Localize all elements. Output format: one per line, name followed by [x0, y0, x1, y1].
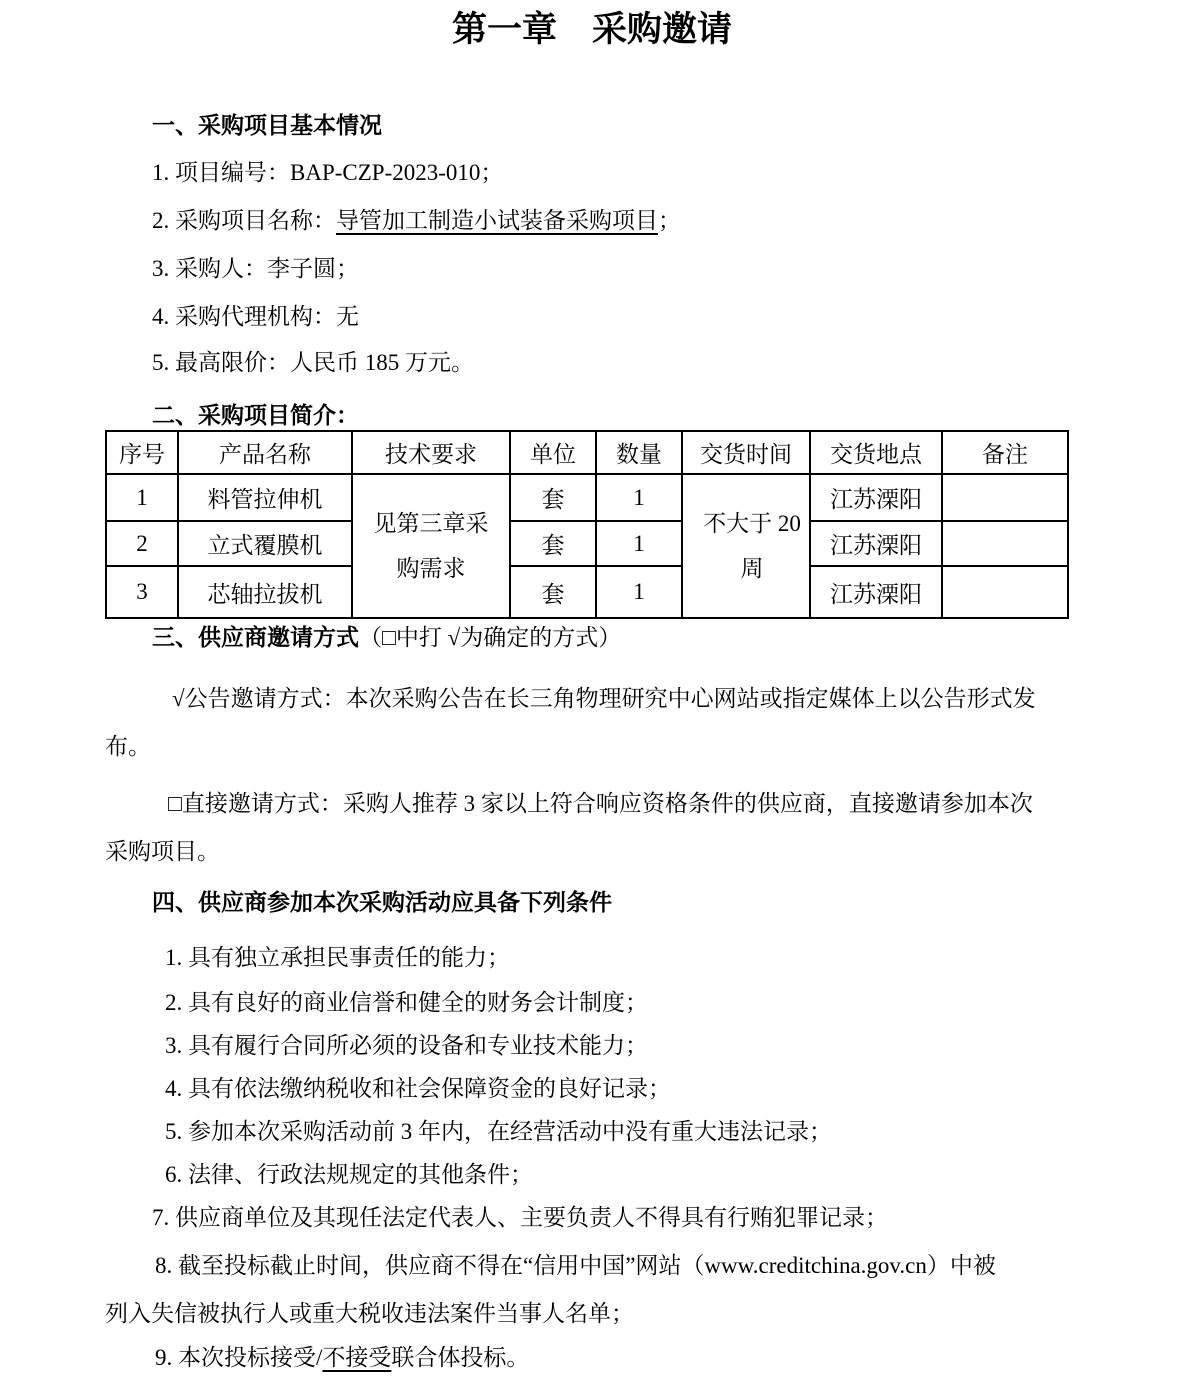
cell-qty: 1 — [596, 474, 682, 521]
header-product: 产品名称 — [178, 431, 352, 474]
products-table — [105, 430, 1069, 619]
cell-delivery-time — [682, 474, 810, 618]
condition-6: 6. 法律、行政法规规定的其他条件； — [165, 1162, 533, 1187]
condition-8-line1: 8. 截至投标截止时间，供应商不得在“信用中国”网站（www.creditchina.gov.cn）中被 — [155, 1253, 996, 1278]
condition-3: 3. 具有履行合同所必须的设备和专业技术能力； — [165, 1033, 648, 1058]
section3-heading-paren: （□中打 √为确定的方式） — [359, 625, 622, 650]
project-number-line: 1. 项目编号：BAP-CZP-2023-010； — [152, 160, 504, 185]
table-row — [106, 474, 1068, 521]
project-name-value: 导管加工制造小试装备采购项目 — [336, 208, 658, 233]
public-invitation-line1: √公告邀请方式：本次采购公告在长三角物理研究中心网站或指定媒体上以公告形式发 — [172, 686, 1036, 711]
cell-place: 江苏溧阳 — [810, 521, 942, 566]
table-row — [106, 566, 1068, 618]
condition-9 — [155, 1343, 529, 1373]
section1-heading: 一、采购项目基本情况 — [152, 112, 382, 138]
cell-note — [942, 474, 1068, 521]
cell-qty: 1 — [596, 521, 682, 566]
document-title: 第一章 采购邀请 — [451, 10, 732, 49]
condition-7: 7. 供应商单位及其现任法定代表人、主要负责人不得具有行贿犯罪记录； — [152, 1205, 888, 1230]
cell-unit: 套 — [510, 474, 596, 521]
condition-2: 2. 具有良好的商业信誉和健全的财务会计制度； — [165, 990, 648, 1015]
table-header-row — [106, 431, 1068, 474]
direct-invitation-line1: □直接邀请方式：采购人推荐 3 家以上符合响应资格条件的供应商，直接邀请参加本次 — [168, 791, 1033, 816]
header-qty: 数量 — [596, 431, 682, 474]
delivery-time-line2: 周 — [740, 556, 764, 581]
project-name-line — [152, 206, 681, 236]
cell-no: 3 — [106, 566, 178, 618]
condition-8-line2: 列入失信被执行人或重大税收违法案件当事人名单； — [105, 1301, 634, 1326]
cell-place: 江苏溧阳 — [810, 566, 942, 618]
header-no: 序号 — [106, 431, 178, 474]
section4-heading: 四、供应商参加本次采购活动应具备下列条件 — [152, 889, 612, 915]
cell-unit: 套 — [510, 521, 596, 566]
condition-9-suffix: 联合体投标。 — [391, 1345, 530, 1370]
cell-product: 料管拉伸机 — [178, 474, 352, 521]
header-note: 备注 — [942, 431, 1068, 474]
header-delivery-time: 交货时间 — [682, 431, 810, 474]
condition-5: 5. 参加本次采购活动前 3 年内，在经营活动中没有重大违法记录； — [165, 1119, 832, 1144]
cell-unit: 套 — [510, 566, 596, 618]
project-name-label: 2. 采购项目名称： — [152, 208, 336, 233]
condition-9-not-accept: 不接受 — [322, 1345, 392, 1370]
section3-heading-bold: 三、供应商邀请方式 — [152, 624, 359, 650]
cell-no: 2 — [106, 521, 178, 566]
public-invitation-line2: 布。 — [105, 734, 151, 759]
purchaser-line: 3. 采购人：李子圆； — [152, 256, 359, 281]
project-name-suffix: ； — [658, 208, 681, 233]
cell-note — [942, 566, 1068, 618]
tech-requirement-line2: 购需求 — [396, 556, 466, 581]
cell-tech-requirement — [352, 474, 510, 618]
delivery-time-line1: 不大于 20 — [703, 511, 801, 536]
cell-no: 1 — [106, 474, 178, 521]
direct-invitation-line2: 采购项目。 — [105, 839, 220, 864]
section2-heading: 二、采购项目简介： — [152, 402, 359, 428]
max-price-line: 5. 最高限价：人民币 185 万元。 — [152, 350, 474, 375]
cell-place: 江苏溧阳 — [810, 474, 942, 521]
condition-4: 4. 具有依法缴纳税收和社会保障资金的良好记录； — [165, 1076, 671, 1101]
cell-product: 立式覆膜机 — [178, 521, 352, 566]
cell-note — [942, 521, 1068, 566]
agency-line: 4. 采购代理机构：无 — [152, 304, 359, 329]
header-tech: 技术要求 — [352, 431, 510, 474]
cell-product: 芯轴拉拔机 — [178, 566, 352, 618]
tech-requirement-line1: 见第三章采 — [373, 511, 489, 536]
cell-qty: 1 — [596, 566, 682, 618]
header-unit: 单位 — [510, 431, 596, 474]
condition-1: 1. 具有独立承担民事责任的能力； — [165, 945, 510, 970]
table-row — [106, 521, 1068, 566]
section3-heading — [152, 622, 621, 653]
header-delivery-place: 交货地点 — [810, 431, 942, 474]
condition-9-prefix: 9. 本次投标接受/ — [155, 1345, 323, 1370]
